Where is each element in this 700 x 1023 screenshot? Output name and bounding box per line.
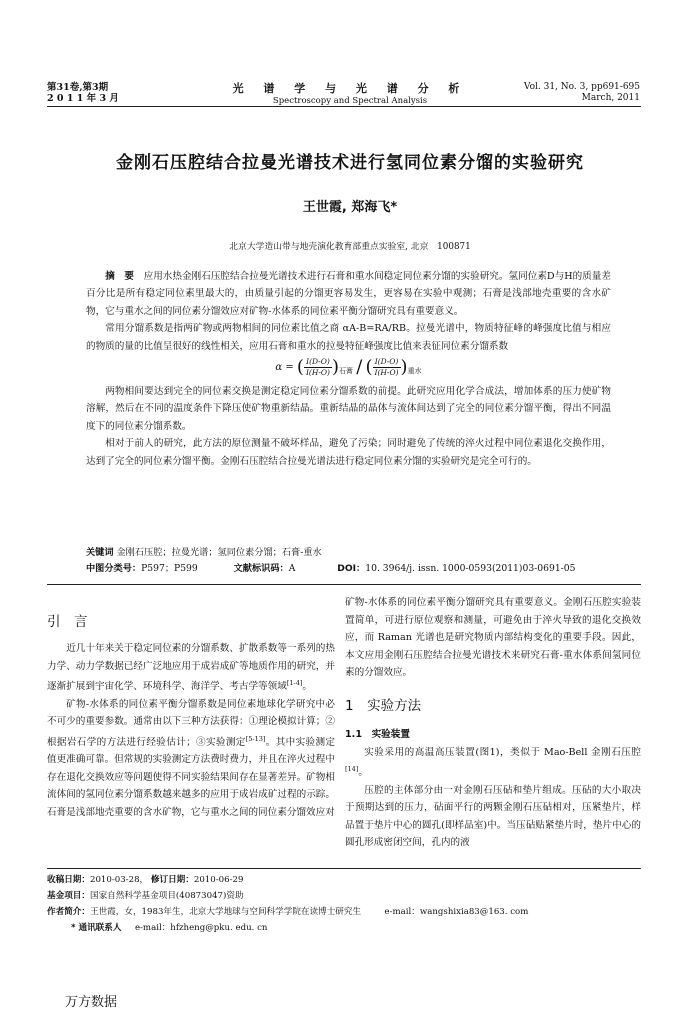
received-date: 2010-03-28， [89,875,149,885]
date-cn: 2 0 1 1 年 3 月 [47,93,119,104]
intro-ref-1: [1-4] [286,679,303,687]
abstract-p1: 应用水热金刚石压腔结合拉曼光谱技术进行石膏和重水间稳定同位素分馏的实验研究。氢同位素D与H的质量差百分比是所有稳定同位素里最大的，由质量引起的分馏更容易发生，更容易在实验中观测；石膏是浅部地壳重要的含水矿物，它与重水之间的同位素分馏效应对矿物-水体系的同位素平衡分馏研究具有重要意义。 [86,271,611,317]
clc-value: P597；P599 [141,563,198,574]
formula-den-gypsum: I(H-O) [305,368,330,378]
formula-sub-heavywater: 重水 [407,367,422,376]
volume-cn: 第31卷,第3期 [47,82,109,93]
affiliation: 北京大学造山带与地壳演化教育部重点实验室, 北京 100871 [229,242,471,252]
revised-label: 修订日期： [150,875,194,885]
right-p2: 压腔的主体部分由一对金刚石压砧和垫片组成。压砧的大小取决于预期达到的压力，砧面平行的两颗金刚石压砧相对，压紧垫片，样品置于垫片中心的圆孔(即样品室)中。当压砧贴紧垫片时，垫片中心的圆孔形成密闭空间，孔内的液 [345,784,641,849]
abstract-p4: 相对于前人的研究，此方法的原位测量不破坏样品，避免了污染；同时避免了传统的淬火过程中同位素退化交换作用，达到了完全的同位素分馏平衡。金刚石压腔结合拉曼光谱法进行稳定同位素分馏的实验研究是完全可行的。 [86,438,611,467]
formula-frac-heavywater [373,357,401,378]
paper-title: 金刚石压腔结合拉曼光谱技术进行氢同位素分馏的实验研究 [116,153,584,173]
doc-code-label: 文献标识码： [233,563,289,574]
doi-value: 10. 3964/j. issn. 1000-0593(2011)03-0691-05 [365,563,576,574]
formula-num-gypsum: I(D-O) [304,357,332,368]
received-label: 收稿日期： [47,875,90,885]
formula-sub-gypsum: 石膏 [339,367,354,376]
formula-num-heavywater: I(D-O) [373,357,401,368]
date-en: March, 2011 [581,93,640,103]
running-header-left [47,82,119,104]
revised-date: 2010-06-29 [193,875,244,885]
doc-code-value: A [288,563,296,574]
formula-alpha: α = [275,362,294,374]
abstract-p2: 常用分馏系数是指两矿物或两物相间的同位素比值之商 αA-B=RA/RB。拉曼光谱中，物质特征峰的峰强度比值与相应的物质的量的比值呈很好的线性相关，应用石膏和重水的拉曼特征峰强度比值来表征同位素分馏系数 [86,323,611,352]
keywords-text: 金刚石压腔；拉曼光谱；氢同位素分馏；石膏-重水 [116,547,322,558]
author-bio: 王世霞，女，1983年生，北京大学地球与空间科学学院在读博士研究生 [89,907,362,917]
fund-label: 基金项目： [47,891,90,901]
keywords-label: 关键词 [86,547,114,558]
journal-title-en: Spectroscopy and Spectral Analysis [272,96,428,106]
footnote-rule [47,868,641,869]
right-ref-14: [14] [345,765,359,773]
author-bio-label: 作者简介： [47,907,90,917]
watermark: 万方数据 [65,995,118,1010]
intro-body: 近几十年来关于稳定同位素的分馏系数、扩散系数等一系列的热力学、动力学数据已经广泛地应用于成岩成矿等地质作用的研究，并逐渐扩展到宇宙化学、环境科学、海洋学、考古学等领域[1-4]。 矿物-水体系的同位素平衡分馏系数是同位素地球化学研究中必不可少的重要参数。通常由以下三种方法获得：①理论模拟计算；②根据岩石学的方法进行经验估计；③实验测定[5-13]。其中实验测定值更准确可靠。但常规的实验测定方法费时费力，并且在淬火过程中存在退化交换效应等问题使得不同实验结果间存在显著差异。矿物相流体间的氢同位素分馏系数越来越多的应用于成岩成矿过程的示踪。石膏是浅部地壳重要的含水矿物，它与重水之间的同位素分馏效应对 [47,643,335,818]
section-rule [47,584,641,585]
footnote [47,872,647,936]
authors: 王世霞, 郑海飞* [302,200,398,215]
formula-slash: / [356,356,363,378]
running-header-center [230,80,470,106]
keywords-block [86,545,626,577]
author-email: wangshixia83@163. com [419,907,529,917]
doi-label: DOI： [337,563,366,574]
right-column: 矿物-水体系的同位素平衡分馏研究具有重要意义。金刚石压腔实验装置简单，可进行原位观察和测量，可避免由于淬火导致的退化交换效应，而 Raman 光谱也是研究物质内部结构变化的重要手段。因此，本文应用金刚石压腔结合拉曼光谱技术来研究石膏-重水体系间氢同位素的分馏效应。 1 实验方法 1.1 实验装置 实验采用的高温高压装置(图1)，类似于 Mao-Bell 金刚石压腔[14]。 压腔的主体部分由一对金刚石压砧和垫片组成。压砧的大小取决于预期达到的压力，砧面平行的两颗金刚石压砧相对，压紧垫片，样品置于垫片中心的圆孔(即样品室)中。当压砧贴紧垫片时，垫片中心的圆孔形成密闭空间，孔内的液 [345,594,641,852]
email-label: e-mail： [384,907,420,917]
contact-label: * 通讯联系人 [71,923,122,933]
header-rule [47,106,641,107]
abstract [86,268,611,470]
intro-p2b: 。其中实验测定值更准确可靠。但常规的实验测定方法费时费力，并且在淬火过程中存在退化交换效应等问题使得不同实验结果间存在显著差异。矿物相流体间的氢同位素分馏系数越来越多的应用于成岩成矿过程的示踪。石膏是浅部地壳重要的含水矿物，它与重水之间的同位素分馏效应对 [47,736,335,818]
formula-den-heavywater: I(H-O) [374,368,399,378]
intro-p1: 近几十年来关于稳定同位素的分馏系数、扩散系数等一系列的热力学、动力学数据已经广泛地应用于成岩成矿等地质作用的研究，并逐渐扩展到宇宙化学、环境科学、海洋学、考古学等领域 [47,643,335,693]
clc-label: 中图分类号： [86,563,142,574]
abstract-p3: 两物相间要达到完全的同位素交换是测定稳定同位素分馏系数的前提。此研究应用化学合成法，增加体系的压力使矿物溶解，然后在不同的温度条件下降压使矿物重新结晶。重新结晶的晶体与流体间达到了完全的同位素分馏平衡，得出不同温度下的同位素分馏系数。 [86,386,611,432]
fund-text: 国家自然科学基金项目(40873047)资助 [89,891,244,901]
intro-ref-2: [5-13] [245,734,266,743]
abstract-label: 摘 要 [105,271,134,282]
fractionation-formula: α = ( $\frac{I(D-O)}{I(H-O)}$ )$_{石膏}$ / ( $\frac{I(D-O)}{I(H-O)}$ )$_{重水}$ [275,356,422,378]
journal-title-cn: 光 谱 学 与 光 谱 分 析 [232,82,468,95]
volume-en: Vol. 31, No. 3, pp691-695 [523,82,640,92]
contact-email: e-mail：hfzheng@pku. edu. cn [134,923,268,933]
intro-heading: 引 言 [47,614,88,630]
methods-heading: 1 实验方法 [345,697,422,714]
formula-frac-gypsum [304,357,332,378]
subsection-heading: 1.1 实验装置 [345,729,410,740]
right-p0: 矿物-水体系的同位素平衡分馏研究具有重要意义。金刚石压腔实验装置简单，可进行原位观察和测量，可避免由于淬火导致的退化交换效应，而 Raman 光谱也是研究物质内部结构变化的重要手段。因此，本文应用金刚石压腔结合拉曼光谱技术来研究石膏-重水体系间氢同位素的分馏效应。 [345,597,641,678]
intro-p2a: 矿物-水体系的同位素平衡分馏系数是同位素地球化学研究中必不可少的重要参数。通常由以下三种方法获得：①理论模拟计算；②根据岩石学的方法进行经验估计；③实验测定 [47,698,335,748]
running-header-right [524,82,640,104]
right-p1: 实验采用的高温高压装置(图1)，类似于 Mao-Bell 金刚石压腔 [364,746,641,758]
